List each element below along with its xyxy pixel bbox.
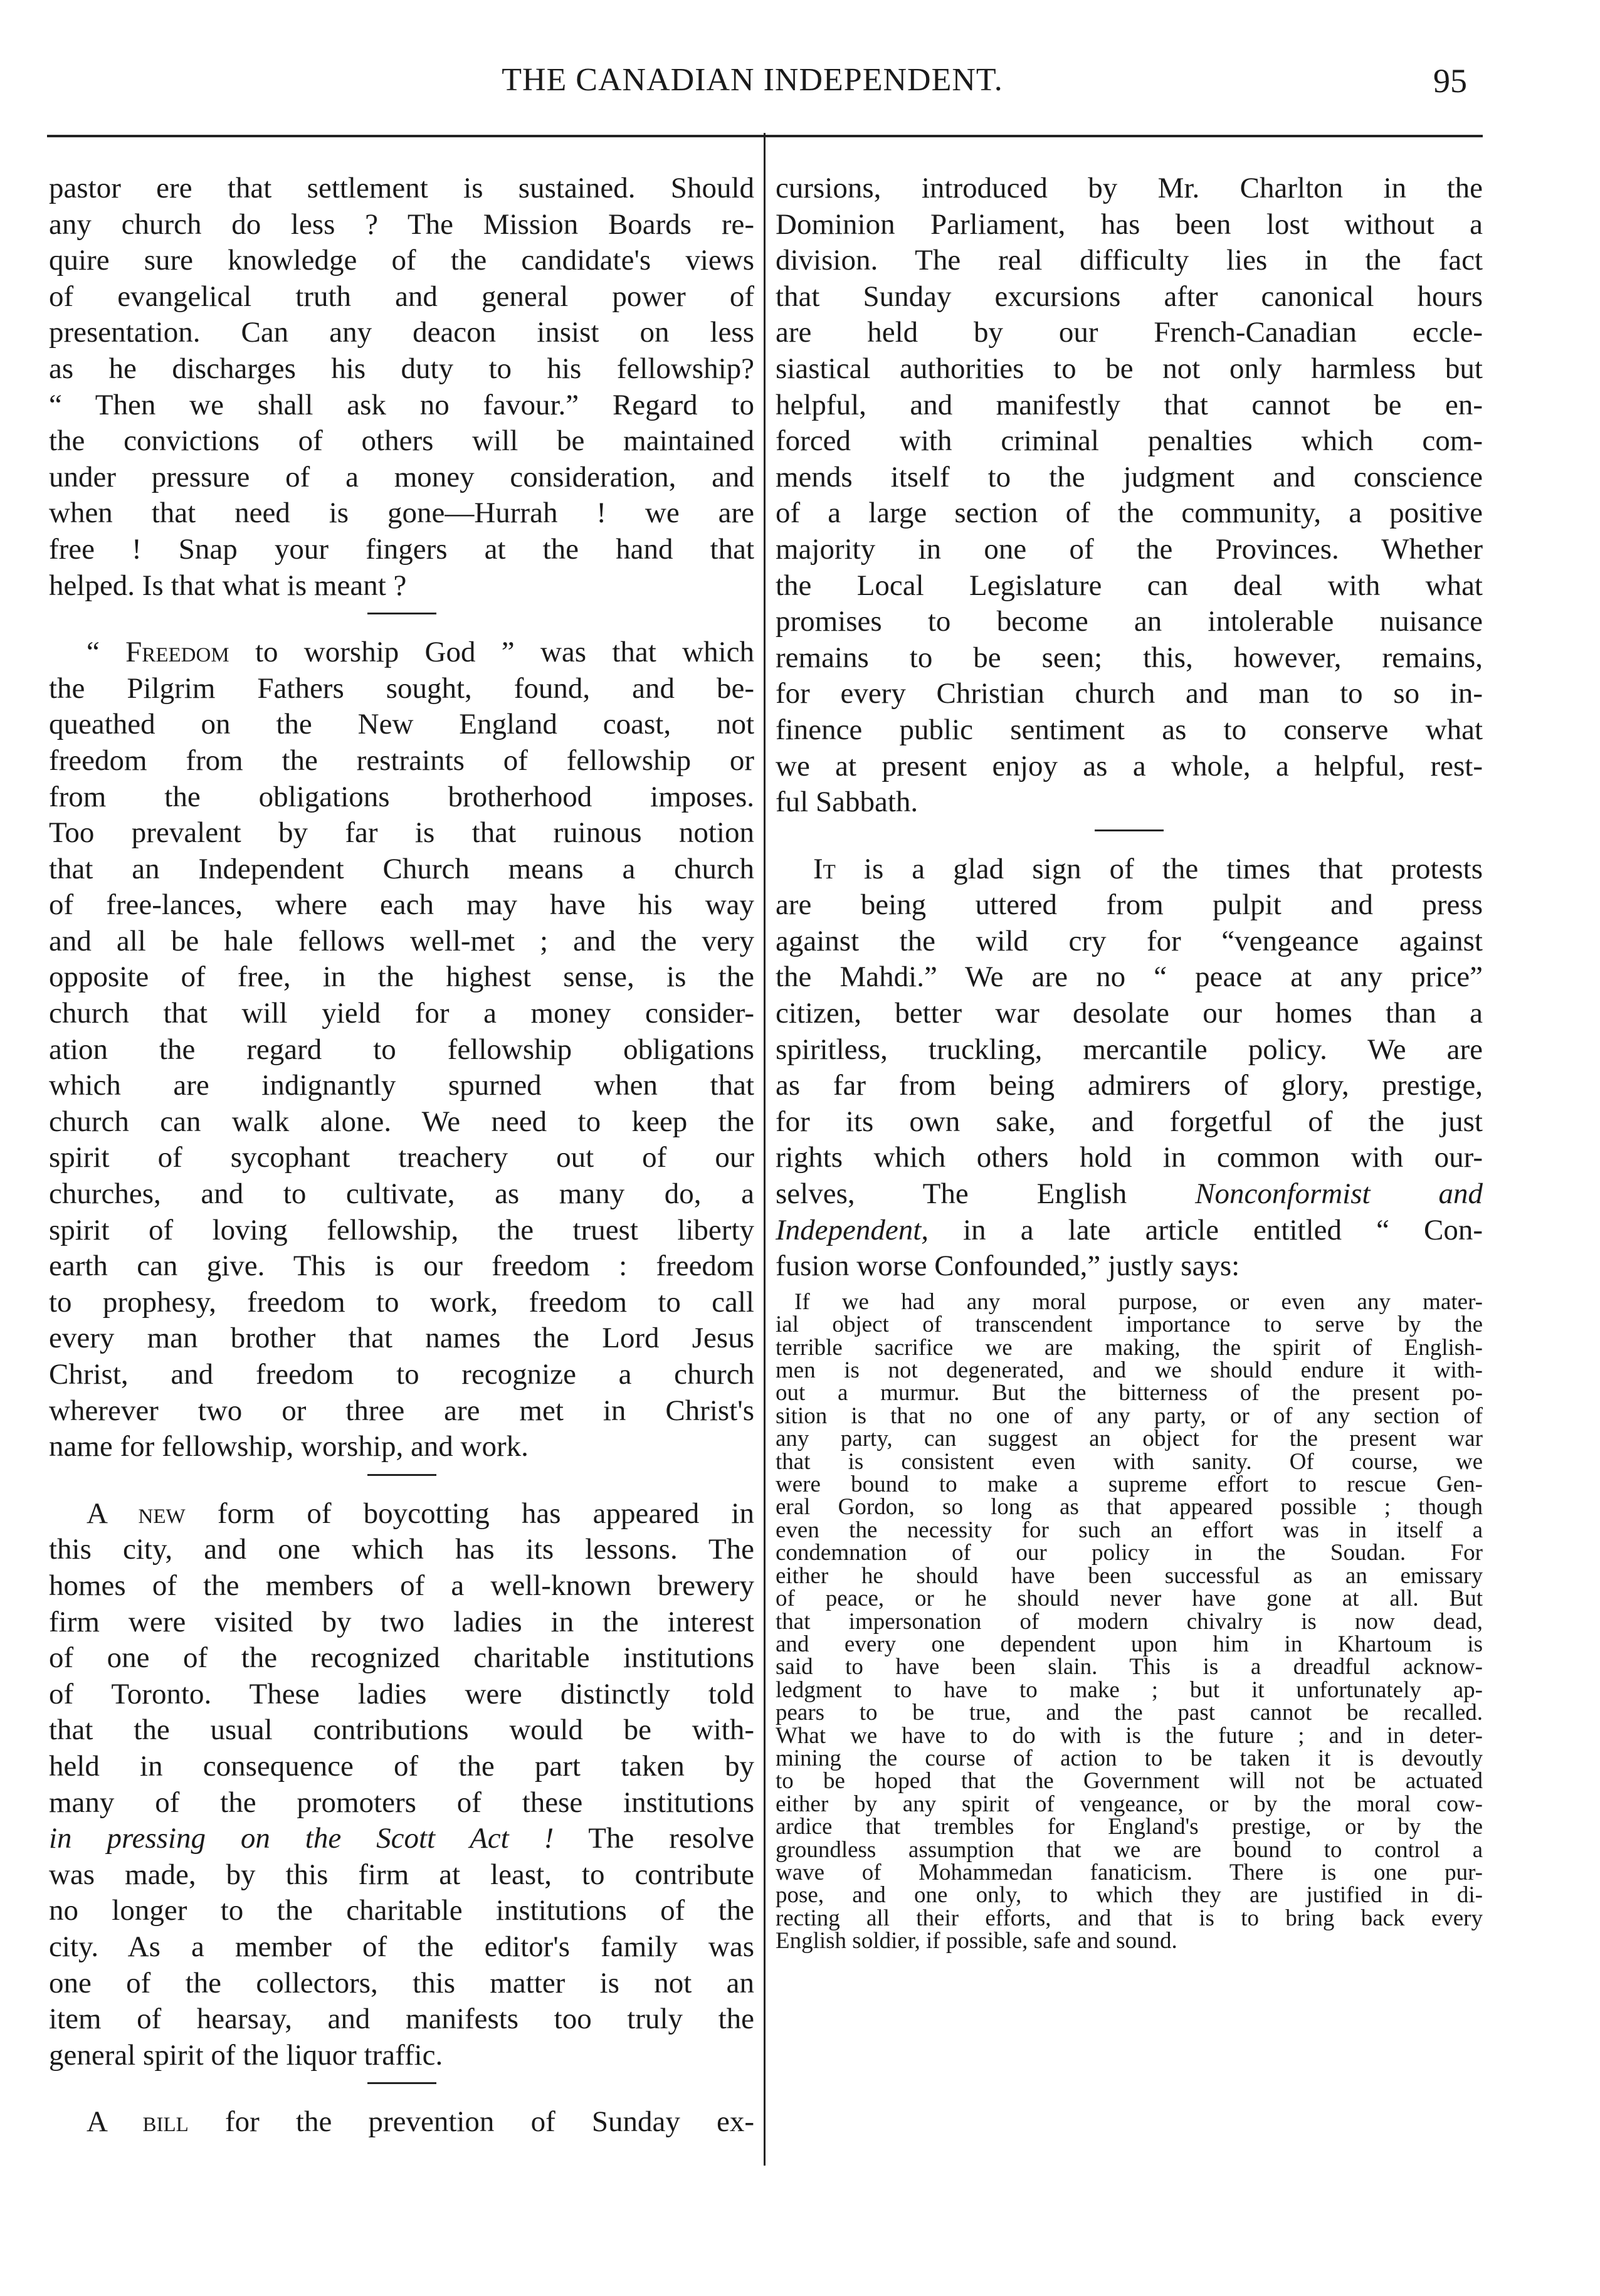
text-line: that Sunday excursions after canonical hours (776, 280, 1483, 313)
text-line: promises to become an intolerable nuisance (776, 605, 1483, 638)
lead-word: A new (87, 1497, 186, 1530)
text-line: we at present enjoy as a whole, a helpful, rest- (776, 749, 1483, 782)
text-line: are being uttered from pulpit and press (776, 888, 1483, 922)
quote-line: pears to be true, and the past cannot be recalled. (776, 1700, 1483, 1726)
paragraph-freedom (49, 635, 754, 1465)
quote-line: sition is that no one of any party, or of any section of (776, 1403, 1483, 1429)
paragraph-bill-continued (776, 171, 1483, 821)
section-separator (367, 613, 436, 614)
text-line: from the obligations brotherhood imposes. (49, 780, 754, 813)
text-line: “ Then we shall ask no favour.” Regard to (49, 388, 754, 421)
quote-line: ial object of transcendent importance to serve by the (776, 1312, 1483, 1338)
text-line: opposite of free, in the highest sense, is the (49, 961, 754, 994)
text-line: this city, and one which has its lessons. The (49, 1533, 754, 1566)
section-separator (367, 2082, 436, 2084)
quote-line: men is not degenerated, and we should endure it with- (776, 1357, 1483, 1384)
text-line: wherever two or three are met in Christ's (49, 1394, 754, 1427)
running-head (44, 61, 1467, 112)
quote-line: and every one dependent upon him in Khartoum is (776, 1631, 1483, 1657)
quote-line: groundless assumption that we are bound to control a (776, 1836, 1483, 1863)
text-line: queathed on the New England coast, not (49, 708, 754, 741)
quote-line: either he should have been successful as an emissary (776, 1562, 1483, 1589)
text-line: A new form of boycotting has appeared in (87, 1497, 754, 1530)
text-line: no longer to the charitable institutions of the (49, 1894, 754, 1927)
quote-line: were bound to make a supreme effort to rescue Gen- (776, 1472, 1483, 1498)
text-line: earth can give. This is our freedom : freedom (49, 1250, 754, 1283)
text-line: Too prevalent by far is that ruinous notion (49, 816, 754, 850)
quote-line: even the necessity for such an effort was in itself a (776, 1517, 1483, 1543)
text-line: forced with criminal penalties which com- (776, 424, 1483, 458)
lead-word: “ Freedom (87, 636, 229, 669)
italic-title: Independent, (776, 1213, 929, 1246)
text-line: remains to be seen; this, however, remains, (776, 641, 1483, 674)
text-line: of free-lances, where each may have his way (49, 888, 754, 922)
text-line: are held by our French-Canadian eccle- (776, 316, 1483, 349)
text-line: name for fellowship, worship, and work. (49, 1430, 529, 1463)
text-line: held in consequence of the part taken by (49, 1749, 754, 1783)
quote-line: condemnation of our policy in the Soudan. For (776, 1540, 1483, 1566)
text-line: A bill for the prevention of Sunday ex- (87, 2105, 755, 2139)
text-line: church that will yield for a money consider- (49, 997, 754, 1030)
text-line: the Mahdi.” We are no “ peace at any price” (776, 961, 1483, 994)
left-column (49, 171, 754, 2141)
text-line: item of hearsay, and manifests too truly the (49, 2003, 754, 2036)
quote-line: that is consistent even with sanity. Of course, we (776, 1448, 1483, 1475)
quote-line: If we had any moral purpose, or even any mater- (794, 1288, 1483, 1315)
paragraph-mahdi (776, 851, 1483, 1285)
text-line: spirit of loving fellowship, the truest liberty (49, 1213, 754, 1246)
italic-title: Nonconformist and (1195, 1177, 1483, 1211)
text-line: general spirit of the liquor traffic. (49, 2038, 443, 2072)
text-line: that an Independent Church means a church (49, 852, 754, 885)
text-line: spirit of sycophant treachery out of our (49, 1141, 754, 1174)
quote-line: What we have to do with is the future ; and in deter- (776, 1722, 1483, 1749)
text-line: presentation. Can any deacon insist on less (49, 316, 754, 349)
text-line: church can walk alone. We need to keep the (49, 1105, 754, 1138)
text-line: mends itself to the judgment and conscience (776, 460, 1483, 493)
paragraph-bill-start (49, 2104, 754, 2141)
text-line: as he discharges his duty to his fellowship? (49, 352, 754, 385)
text-line: under pressure of a money consideration, and (49, 460, 754, 493)
section-separator (1095, 829, 1164, 831)
text-line: was made, by this firm at least, to contribute (49, 1858, 754, 1891)
text-line: the Local Legislature can deal with what (776, 569, 1483, 602)
text-line: homes of the members of a well-known brewery (49, 1569, 754, 1602)
quote-line: either by any spirit of vengeance, or by the moral cow- (776, 1791, 1483, 1817)
text-line: city. As a member of the editor's family was (49, 1930, 754, 1963)
text-line: when that need is gone—Hurrah ! we are (49, 497, 754, 530)
text-line: siastical authorities to be not only harmless but (776, 352, 1483, 385)
text-line: quire sure knowledge of the candidate's views (49, 244, 754, 277)
text-line: It is a glad sign of the times that protests (813, 852, 1483, 885)
text-line: to prophesy, freedom to work, freedom to call (49, 1285, 754, 1319)
paragraph-boycotting (49, 1496, 754, 2074)
quote-line: that impersonation of modern chivalry is now dead, (776, 1608, 1483, 1635)
quote-line: wave of Mohammedan fanaticism. There is one pur- (776, 1859, 1483, 1885)
text-line: finence public sentiment as to conserve what (776, 713, 1483, 746)
text-line: which are indignantly spurned when that (49, 1069, 754, 1102)
quote-line: ledgment to have to make ; but it unfortunately ap- (776, 1677, 1483, 1703)
text-line: and all be hale fellows well-met ; and the very (49, 924, 754, 957)
section-separator (367, 1474, 436, 1476)
text-line: as far from being admirers of glory, prestige, (776, 1069, 1483, 1102)
text-line: cursions, introduced by Mr. Charlton in the (776, 172, 1483, 204)
text-line: majority in one of the Provinces. Whether (776, 532, 1483, 566)
text-line: helpful, and manifestly that cannot be en- (776, 388, 1483, 421)
quote-line: any party, can suggest an object for the present war (776, 1426, 1483, 1452)
text-line: free ! Snap your fingers at the hand that (49, 532, 754, 566)
text-line: for every Christian church and man to so in- (776, 677, 1483, 710)
quote-line: out a murmur. But the bitterness of the present po- (776, 1380, 1483, 1406)
quote-line: ardice that trembles for England's prestige, or by the (776, 1814, 1483, 1840)
text-line: of a large section of the community, a positive (776, 497, 1483, 530)
lead-word: A bill (87, 2105, 189, 2139)
quote-line: recting all their efforts, and that is to bring back every (776, 1905, 1483, 1931)
text-line: Christ, and freedom to recognize a church (49, 1358, 754, 1391)
text-line: in pressing on the Scott Act ! The resolve (49, 1822, 754, 1855)
text-line: the Pilgrim Fathers sought, found, and be- (49, 671, 754, 705)
quote-line: mining the course of action to be taken it is devoutly (776, 1745, 1483, 1771)
quote-line: terrible sacrifice we are making, the spirit of English- (776, 1334, 1483, 1361)
text-line: rights which others hold in common with our- (776, 1141, 1483, 1174)
italic-phrase: in pressing on the Scott Act ! (49, 1822, 554, 1855)
column-rule (764, 133, 766, 2166)
text-line: many of the promoters of these institutions (49, 1786, 754, 1819)
text-line: “ Freedom to worship God ” was that which (87, 636, 754, 669)
journal-title: THE CANADIAN INDEPENDENT. (502, 62, 1003, 98)
text-line: helped. Is that what is meant ? (49, 569, 407, 602)
text-line: of Toronto. These ladies were distinctly told (49, 1677, 754, 1710)
paragraph-settlement (49, 171, 754, 604)
text-line: citizen, better war desolate our homes than a (776, 997, 1483, 1030)
text-line: selves, The English Nonconformist and (776, 1177, 1483, 1211)
text-line: of one of the recognized charitable institutions (49, 1641, 754, 1675)
quote-line: to be hoped that the Government will not be actuated (776, 1768, 1483, 1794)
text-line: of evangelical truth and general power of (49, 280, 754, 313)
block-quote (776, 1288, 1483, 1954)
text-line: every man brother that names the Lord Jesus (49, 1322, 754, 1355)
text-line: ful Sabbath. (776, 786, 918, 819)
right-column (776, 171, 1483, 1953)
quote-line: English soldier, if possible, safe and sound. (776, 1928, 1177, 1954)
text-line: division. The real difficulty lies in the fact (776, 244, 1483, 277)
text-line: ation the regard to fellowship obligations (49, 1033, 754, 1066)
text-line: firm were visited by two ladies in the interest (49, 1605, 754, 1638)
page-number: 95 (1433, 62, 1467, 100)
text-line: one of the collectors, this matter is not an (49, 1966, 754, 1999)
text-line: Independent, in a late article entitled “ Con- (776, 1213, 1483, 1246)
text-line: spiritless, truckling, mercantile policy. We are (776, 1033, 1483, 1066)
text-line: any church do less ? The Mission Boards re- (49, 208, 754, 241)
text-line: that the usual contributions would be with- (49, 1714, 754, 1747)
text-line: pastor ere that settlement is sustained. Should (49, 172, 754, 204)
quote-line: said to have been slain. This is a dreadful acknow- (776, 1654, 1483, 1680)
text-line: against the wild cry for “vengeance against (776, 924, 1483, 957)
text-line: for its own sake, and forgetful of the just (776, 1105, 1483, 1138)
text-line: Dominion Parliament, has been lost without a (776, 208, 1483, 241)
lead-word: It (813, 852, 836, 885)
text-line: churches, and to cultivate, as many do, a (49, 1177, 754, 1211)
text-line: the convictions of others will be maintained (49, 424, 754, 458)
quote-line: pose, and one only, to which they are justified in di- (776, 1882, 1483, 1909)
text-line: freedom from the restraints of fellowship or (49, 744, 754, 777)
quote-line: of peace, or he should never have gone at all. But (776, 1586, 1483, 1612)
quote-line: eral Gordon, so long as that appeared possible ; though (776, 1494, 1483, 1520)
text-line: fusion worse Confounded,” justly says: (776, 1250, 1240, 1283)
